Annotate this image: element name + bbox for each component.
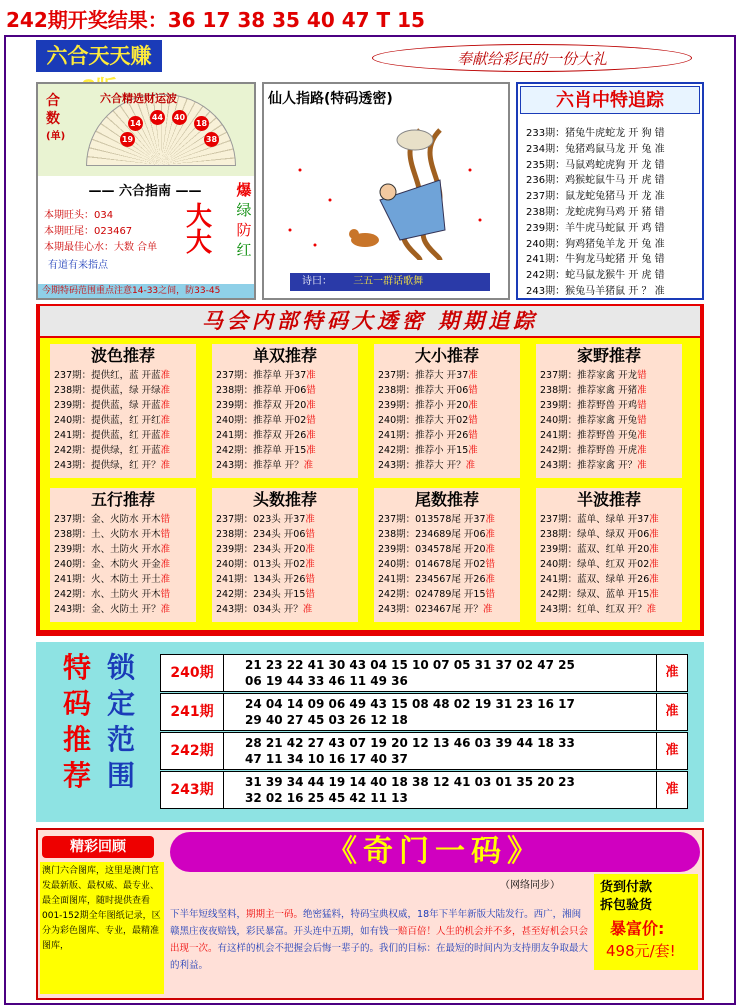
list-item: 238期：234689尾 开06准 [378,529,496,540]
recommend-title: 大小推荐 [414,346,479,365]
list-item: 239期：提供蓝，绿 开蓝准 [54,400,171,411]
list-item: 240期：013头 开02准 [216,559,315,570]
range-table [160,654,688,810]
list-item: 242期：提供绿，红 开蓝准 [54,445,171,456]
side-char: 绿 [236,201,252,219]
list-item: 242期：234头 开15错 [216,589,315,600]
list-item: 237期：013578尾 开37准 [378,514,496,525]
list-item: 243期：猴兔马羊猪鼠 开 ？ 准 [526,285,665,297]
six-zodiac-title: 六肖中特追踪 [520,86,700,114]
poem-text: 三五一群话歌舞 [353,276,424,287]
recommend-box [374,488,520,622]
result-cell: 准 [656,694,687,730]
list-item: 239期：234头 开20准 [216,544,315,555]
list-item: 237期：推荐大 开37准 [378,370,478,381]
heshu-char: 数 [46,111,60,127]
list-item: 241期：234567尾 开26准 [378,574,496,585]
guide-line: 有道有来指点 [48,260,108,271]
list-item: 242期：绿双、蓝单 开15准 [540,589,659,600]
recommend-box [536,344,682,478]
list-item: 238期：龙蛇虎狗马鸡 开 猪 错 [526,206,665,218]
range-char: 定 [107,687,136,720]
range-vertical-title [44,650,154,818]
big-char-item: 大 [186,228,213,258]
recommend-title: 尾数推荐 [414,490,479,509]
list-item: 238期：推荐家禽 开猪准 [540,385,647,396]
list-item: 243期：提供绿，红 开？准 [54,460,171,471]
number-ball: 19 [120,132,135,147]
side-char: 红 [236,241,252,259]
big-char-item: 大 [186,202,213,232]
list-item: 237期：提供红，蓝 开蓝准 [54,370,171,381]
list-item: 240期：金、木防火 开金准 [54,559,171,570]
list-item: 243期：023467尾 开？准 [378,604,493,615]
review-text: 澳门六合图库，这里是澳门官发最新版、最权威、最专业、最全面图库，随时提供查看001-152期全年图纸记录，区分为彩色图库、专业，最精准图库， [40,862,164,994]
period-cell: 240期 [161,655,224,691]
fan-title: 六合精选财运波 [100,92,177,105]
range-char: 锁 [107,651,136,684]
qimen-banner: 《奇门一码》 [170,832,700,872]
draw-result-title: 242期开奖结果：36 17 38 35 40 47 T 15 [6,8,425,32]
list-item: 237期：推荐家禽 开龙错 [540,370,647,381]
promo-text: 下半年短线坚料，期期主一码。绝密猛料，特码宝典权威，18年下半年新版大陆发行。西广，湘闽赣黑庄夜夜赔钱，彩民暴富。开头连中五期，如有钱一赔百倍！人生的机会并不多，甚至好机会只会出现一次。有这样的机会不把握会后悔一辈子的。我们的目标：在最短的时间内为支持朋友争取最大的利益。 [170,909,589,971]
guide-line: 本期旺尾：023467 [44,226,133,237]
list-item: 237期：金、火防水 开木错 [54,514,171,525]
list-item: 241期：推荐双 开26准 [216,430,316,441]
net-sync-note: （网络同步） [500,880,560,891]
recommend-title: 半波推荐 [576,490,641,509]
side-char: 爆 [236,181,252,199]
heshu-char: 合 [46,93,60,109]
list-item: 241期：蓝双、绿单 开26准 [540,574,659,585]
range-char: 特 [62,651,91,684]
list-item: 241期：推荐野兽 开兔准 [540,430,647,441]
list-item: 238期：提供蓝，绿 开绿准 [54,385,171,396]
heshu-label [46,92,68,146]
list-item: 241期：提供蓝，红 开蓝准 [54,430,171,441]
fairy-guide-title: 仙人指路(特码透密) [268,91,393,107]
list-item: 243期：推荐家禽 开？准 [540,460,647,471]
list-item: 238期：绿单、绿双 开06准 [540,529,659,540]
cod-label: 货到付款 [600,880,653,895]
list-item: 240期：提供蓝，红 开红准 [54,415,171,426]
table-row [160,654,688,692]
guide-line: 本期最佳心水：大数 合单 [44,242,158,253]
list-item: 241期：牛狗龙马蛇猪 开 兔 错 [526,254,665,266]
numbers-cell: 28 21 42 27 43 07 19 20 12 13 46 03 39 44 18 33 47 11 34 10 16 17 40 37 [245,736,575,766]
recommend-box [50,488,196,622]
period-cell: 242期 [161,733,224,769]
list-item: 241期：134头 开26错 [216,574,315,585]
guide-title: —— 六合指南 —— [88,184,202,199]
list-item: 233期：猪兔牛虎蛇龙 开 狗 错 [526,128,665,139]
edition-header: 六合天天赚 [36,40,162,72]
inspect-label: 拆包验货 [600,898,653,913]
table-row [160,771,688,809]
range-col-right [107,650,135,794]
recommend-box [212,344,358,478]
recommend-title: 家野推荐 [576,346,641,365]
list-item: 237期：蓝单、绿单 开37准 [540,514,659,525]
list-item: 240期：推荐家禽 开兔错 [540,415,647,426]
range-char: 推 [62,723,91,756]
hint-line: 今期特码范围重点注意14-33之间，防33-45 [38,284,254,298]
period-cell: 243期 [161,772,224,808]
list-item: 243期：推荐大 开？准 [378,460,476,471]
list-item: 243期：金、火防土 开？准 [54,604,171,615]
result-cell: 准 [656,655,687,691]
list-item: 241期：火、木防土 开土准 [54,574,171,585]
list-item: 240期：014678尾 开02错 [378,559,496,570]
poem-box [290,273,490,291]
review-title: 精彩回顾 [42,836,154,858]
range-char: 围 [107,759,136,792]
list-item: 240期：推荐单 开02错 [216,415,316,426]
period-cell: 241期 [161,694,224,730]
numbers-cell: 21 23 22 41 30 43 04 15 10 07 05 31 37 02 47 25 06 19 44 33 46 11 49 36 [245,658,575,688]
range-char: 荐 [62,759,91,792]
list-item: 242期：024789尾 开15错 [378,589,496,600]
list-item: 239期：034578尾 开20准 [378,544,496,555]
list-item: 239期：蓝双、红单 开20准 [540,544,659,555]
list-item: 243期：红单、红双 开？准 [540,604,657,615]
list-item: 238期：推荐单 开06错 [216,385,316,396]
slogan-banner: 奉献给彩民的一份大礼 [372,44,692,72]
list-item: 240期：狗鸡猪兔羊龙 开 兔 准 [526,238,665,250]
number-ball: 38 [204,132,219,147]
list-item: 240期：绿单、红双 开02准 [540,559,659,570]
number-ball: 14 [128,116,143,131]
number-ball: 44 [150,110,165,125]
recommend-title: 单双推荐 [252,346,317,365]
numbers-cell: 24 04 14 09 06 49 43 15 08 48 02 19 31 23 16 17 29 40 27 45 03 26 12 18 [245,697,575,727]
list-item: 239期：羊牛虎马蛇鼠 开 鸡 错 [526,222,665,234]
list-item: 237期：023头 开37准 [216,514,315,525]
side-char: 防 [236,221,252,239]
list-item: 243期：034头 开？准 [216,604,313,615]
number-ball: 40 [172,110,187,125]
list-item: 239期：推荐双 开20准 [216,400,316,411]
numbers-cell: 31 39 34 44 19 14 40 18 38 12 41 03 01 35 20 23 32 02 16 25 45 42 11 13 [245,775,575,805]
table-row [160,732,688,770]
list-item: 240期：推荐大 开02错 [378,415,478,426]
heshu-char: (单) [46,131,66,142]
guide-line: 本期旺头：034 [44,210,114,221]
recommend-title: 头数推荐 [252,490,317,509]
result-cell: 准 [656,772,687,808]
list-item: 238期：土、火防水 开木错 [54,529,171,540]
recommend-box [374,344,520,478]
list-item: 242期：推荐小 开15准 [378,445,478,456]
big-char [186,204,212,256]
list-item: 242期：蛇马鼠龙猴牛 开 虎 错 [526,270,665,282]
price-label: 暴富价: [610,919,665,938]
list-item: 242期：推荐野兽 开虎准 [540,445,647,456]
recommend-box [536,488,682,622]
fairy-guide-picture-icon [270,110,502,270]
tracking-banner: 马会内部特码大透密 期期追踪 [40,306,700,336]
table-row [160,693,688,731]
six-zodiac-list [526,126,702,300]
range-char: 码 [62,687,91,720]
recommend-title: 五行推荐 [90,490,155,509]
list-item: 241期：推荐小 开26错 [378,430,478,441]
list-item: 236期：鸡猴蛇鼠牛马 开 虎 错 [526,175,665,187]
list-item: 238期：推荐大 开06错 [378,385,478,396]
result-cell: 准 [656,733,687,769]
side-vertical-text [234,180,254,260]
range-col-left [63,650,91,794]
list-item: 239期：推荐野兽 开鸡错 [540,400,647,411]
list-item: 242期：推荐单 开15准 [216,445,316,456]
recommend-box [212,488,358,622]
number-ball: 18 [194,116,209,131]
list-item: 242期：水、土防火 开木错 [54,589,171,600]
list-item: 237期：推荐单 开37准 [216,370,316,381]
list-item: 243期：推荐单 开？准 [216,460,314,471]
list-item: 234期：兔猪鸡鼠马龙 开 兔 准 [526,143,665,155]
recommend-title: 波色推荐 [90,346,155,365]
poem-label: 诗曰： [302,276,332,287]
list-item: 235期：马鼠鸡蛇虎狗 开 龙 错 [526,159,665,171]
list-item: 239期：水、土防火 开水准 [54,544,171,555]
list-item: 238期：234头 开06错 [216,529,315,540]
list-item: 239期：推荐小 开20准 [378,400,478,411]
list-item: 237期：鼠龙蛇兔猪马 开 龙 准 [526,191,665,203]
price-value: 498元/套! [606,942,676,960]
range-char: 范 [107,723,136,756]
recommend-box [50,344,196,478]
